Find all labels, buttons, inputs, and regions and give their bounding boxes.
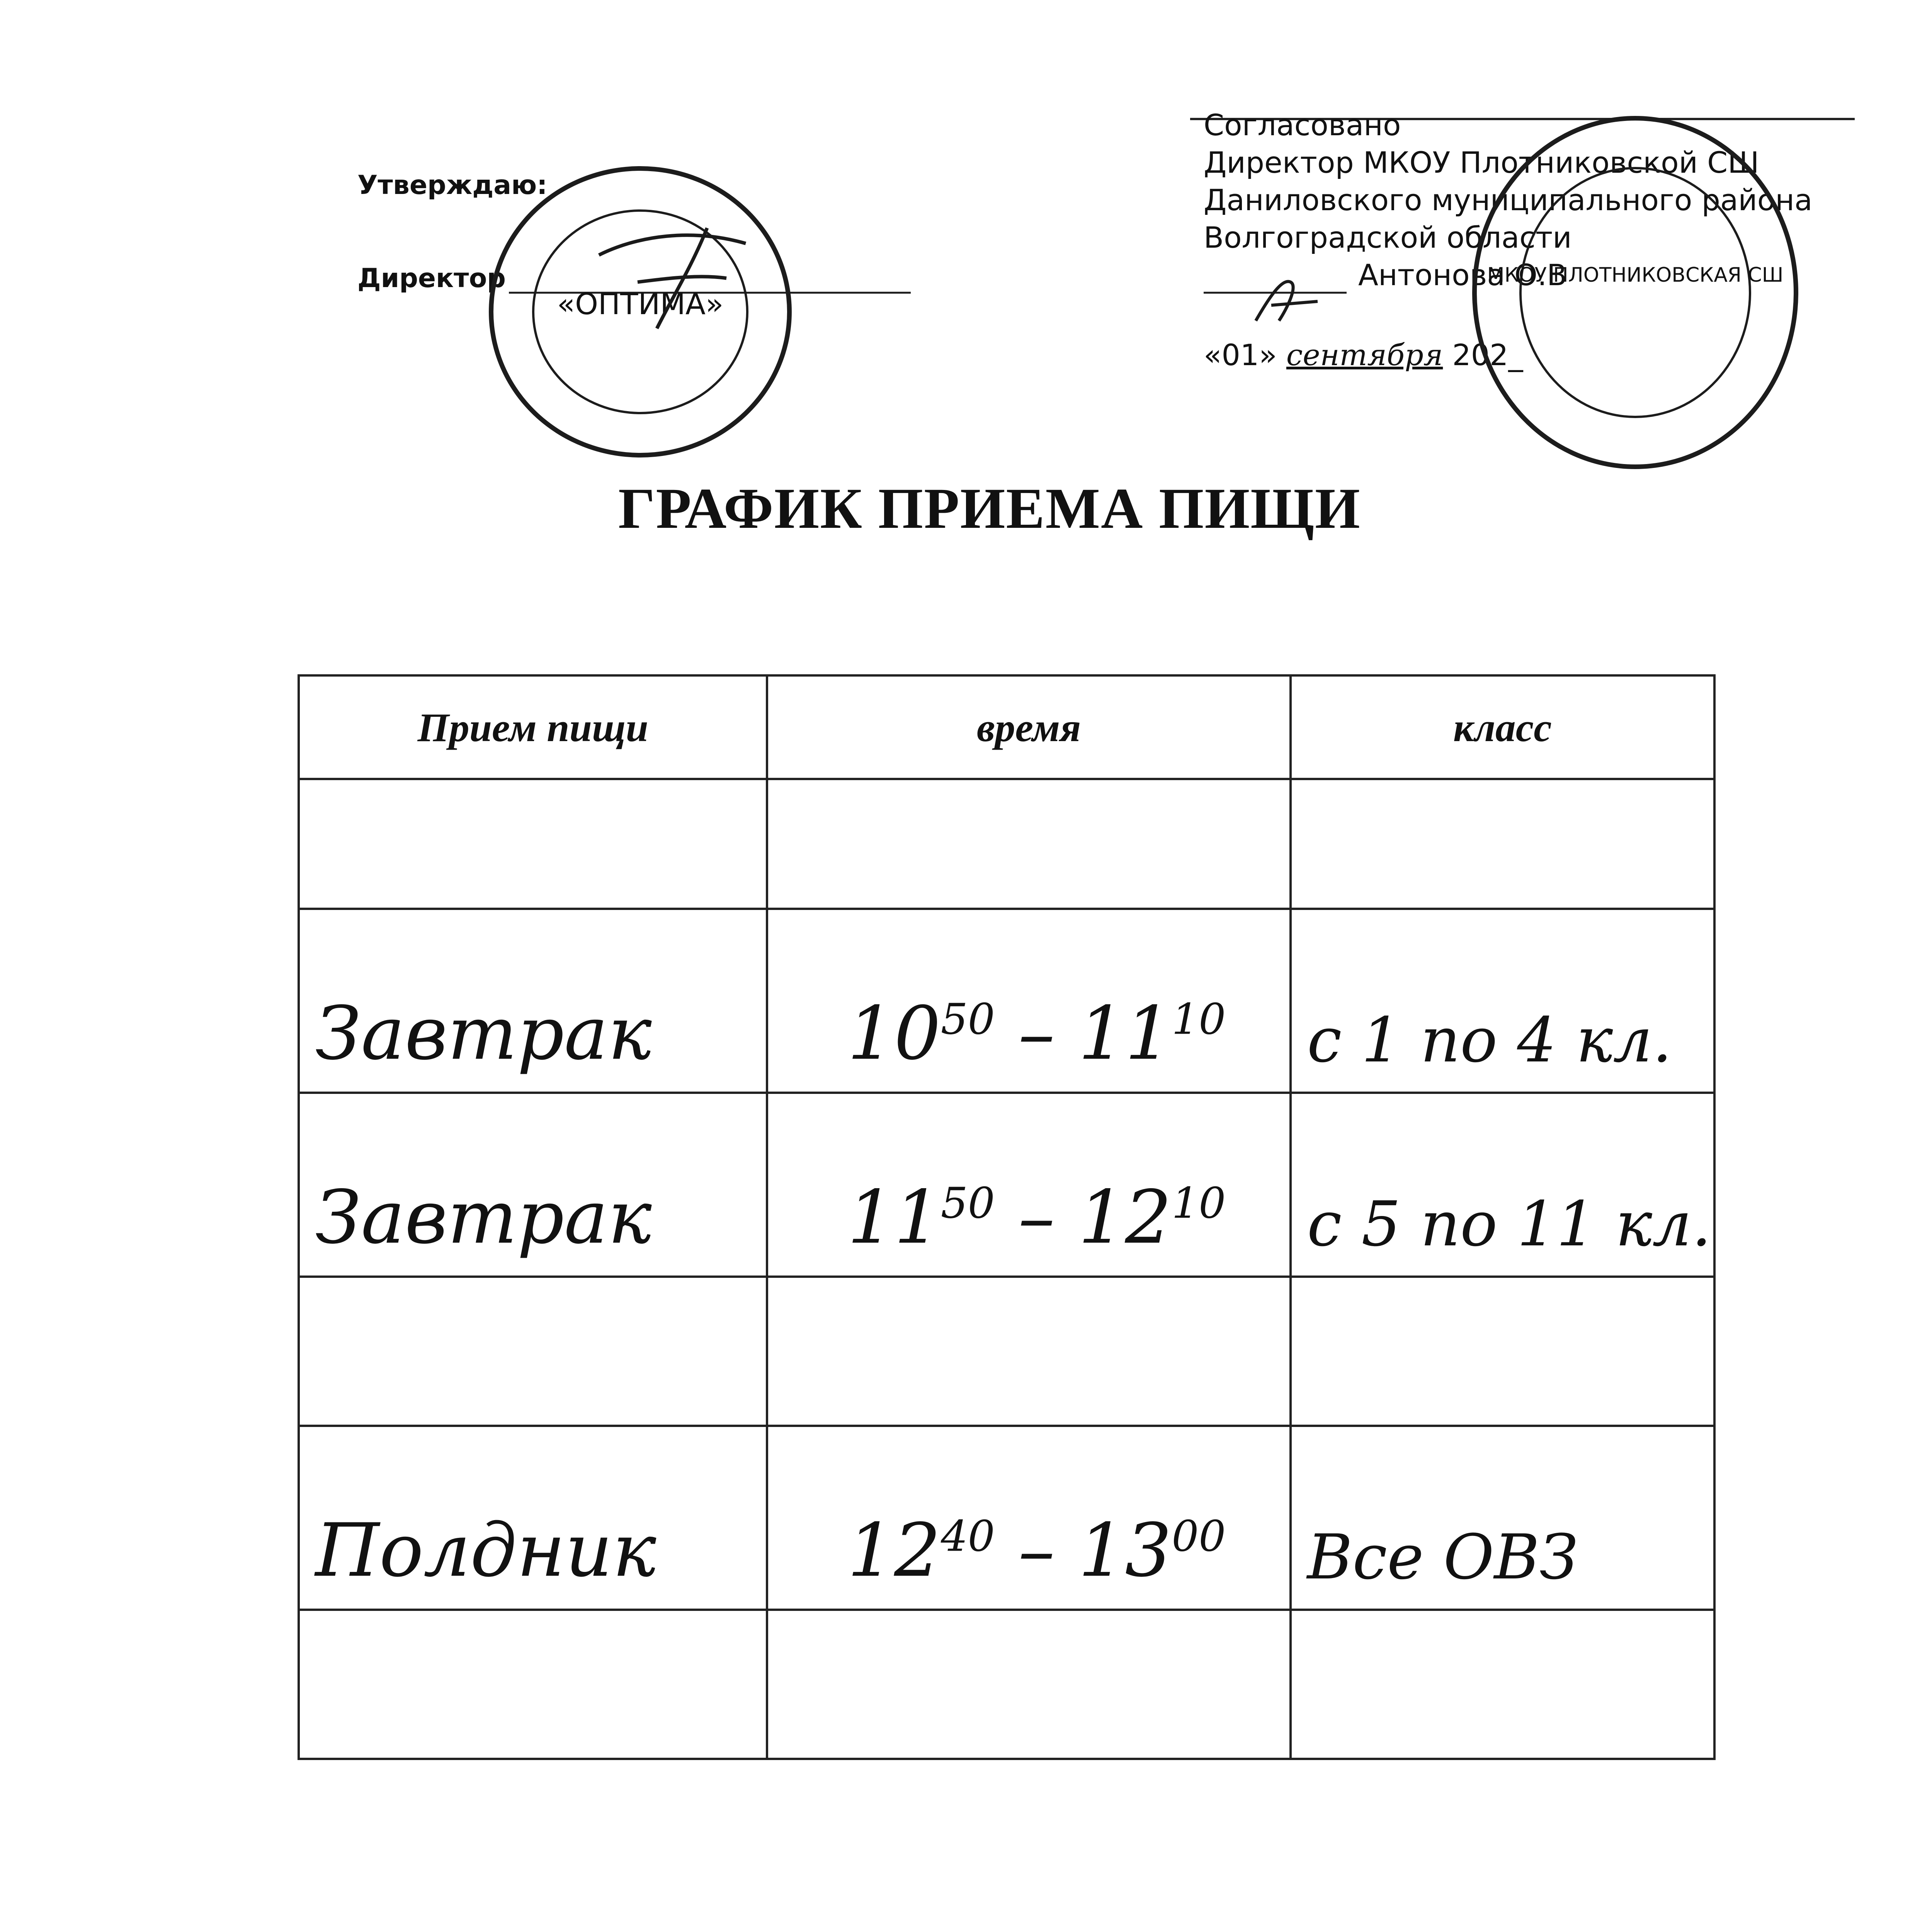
time-dash: – — [1018, 1508, 1055, 1593]
cell-class: с 1 по 4 кл. — [1291, 909, 1714, 1093]
time-from-hour: 10 — [847, 991, 941, 1076]
cell-class — [1291, 1610, 1714, 1759]
agree-signature — [1248, 270, 1333, 332]
time-to-hour: 12 — [1078, 1175, 1172, 1260]
cell-time — [767, 1426, 1290, 1610]
cell-time — [767, 1277, 1290, 1426]
date-month: сентября — [1286, 338, 1443, 372]
time-to-min: 10 — [1172, 1178, 1226, 1228]
cell-meal — [299, 779, 767, 909]
meal-schedule-table — [298, 674, 1716, 1760]
header-time: время — [767, 675, 1290, 779]
time-from-min: 50 — [940, 1178, 995, 1228]
table-row — [299, 1610, 1714, 1759]
cell-class — [1291, 779, 1714, 909]
time-dash: – — [1018, 1175, 1055, 1260]
agree-line-1: Директор МКОУ Плотниковской СШ — [1204, 145, 1759, 180]
cell-time — [767, 1610, 1290, 1759]
page-title: ГРАФИК ПРИЕМА ПИЩИ — [618, 476, 1361, 541]
agree-line-2: Даниловского муниципального района — [1204, 183, 1813, 217]
agree-line-3: Волгоградской области — [1204, 220, 1572, 255]
school-stamp-inner-ring — [1519, 167, 1751, 418]
cell-meal — [299, 1277, 767, 1426]
table-row — [299, 779, 1714, 909]
agree-heading: Согласовано — [1204, 108, 1401, 142]
date-day: «01» — [1204, 338, 1277, 372]
time-from-hour: 12 — [847, 1508, 941, 1593]
school-stamp-text: МКОУ ПЛОТНИКОВСКАЯ СШ — [1487, 264, 1784, 287]
table-row — [299, 909, 1714, 1093]
school-stamp — [1472, 116, 1798, 469]
director-signature — [591, 220, 753, 336]
table-row — [299, 1277, 1714, 1426]
header-class: класс — [1291, 675, 1714, 779]
time-to-min: 00 — [1172, 1511, 1226, 1561]
time-to-hour: 11 — [1078, 991, 1172, 1076]
cell-class: Все ОВЗ — [1291, 1426, 1714, 1610]
optima-stamp-text: «ОПТИМА» — [557, 287, 724, 321]
cell-meal: Завтрак — [299, 909, 767, 1093]
time-to-hour: 13 — [1078, 1508, 1172, 1593]
table-row — [299, 1093, 1714, 1277]
cell-meal: Завтрак — [299, 1093, 767, 1277]
time-from-min: 50 — [940, 994, 995, 1044]
cell-class: с 5 по 11 кл. — [1291, 1093, 1714, 1277]
cell-class — [1291, 1277, 1714, 1426]
cell-time — [767, 779, 1290, 909]
time-dash: – — [1018, 991, 1055, 1076]
header-meal: Прием пищи — [299, 675, 767, 779]
cell-meal: Полдник — [299, 1426, 767, 1610]
cell-time — [767, 909, 1290, 1093]
date-year: 202_ — [1452, 338, 1523, 372]
table-header-row — [299, 675, 1714, 779]
cell-time — [767, 1093, 1290, 1277]
approve-heading: Утверждаю: — [357, 170, 548, 201]
cell-meal — [299, 1610, 767, 1759]
time-from-min: 40 — [940, 1511, 995, 1561]
agree-signatory: Антонова О.В — [1358, 258, 1567, 292]
time-to-min: 10 — [1172, 994, 1226, 1044]
time-from-hour: 11 — [847, 1175, 941, 1260]
director-label: Директор — [357, 263, 506, 294]
table-row — [299, 1426, 1714, 1610]
